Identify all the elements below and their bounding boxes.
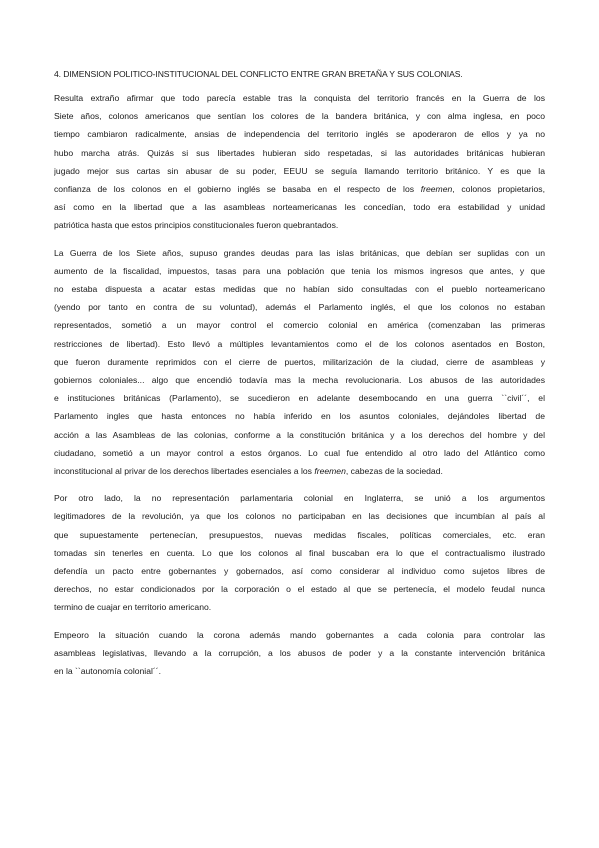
paragraph-line: derechos, no estar condicionados por la corporación o el estado al que se pertenecía, el modelo feudal nunca: [54, 584, 545, 595]
paragraph-line: restricciones de libertad). Esto llevó a múltiples levantamientos como el de los colonos asentados en Boston,: [54, 338, 545, 349]
paragraph-3: [54, 489, 545, 616]
paragraph-line: La Guerra de los Siete años, supuso grandes deudas para las islas británicas, que debían ser suplidas con un: [54, 247, 545, 258]
paragraph-line: legitimadores de la revolución, ya que los colonos no participaban en las decisiones que incumbían al país al: [54, 511, 545, 522]
paragraph-line: hubo marcha atrás. Quizás si sus libertades hubieran sido respetadas, si las autoridades británicas hubieran: [54, 147, 545, 158]
paragraph-line: que fueron duramente reprimidos con el cierre de puertos, militarización de la ciudad, cierre de asambleas y: [54, 356, 545, 367]
paragraph-line: acción a las Asambleas de las colonias, conforme a la constitución británica y a los derechos del hombre y del: [54, 429, 545, 440]
section-heading: 4. DIMENSION POLITICO-INSTITUCIONAL DEL CONFLICTO ENTRE GRAN BRETAÑA Y SUS COLONIAS.: [54, 69, 463, 79]
paragraph-line: en la ``autonomía colonial´´.: [54, 666, 161, 677]
paragraph-4: [54, 626, 545, 681]
paragraph-line: confianza de los colonos en el gobierno inglés se basaba en el respecto de los freemen, colonos propietarios,: [54, 184, 545, 195]
paragraph-line: asambleas legislativas, llevando a la corrupción, a los abusos de poder y a la constante intervención británica: [54, 647, 545, 658]
paragraph-line: que supuestamente pertenecían, presupuestos, nuevas medidas fiscales, políticas comerciales, etc. eran: [54, 529, 545, 540]
paragraph-line: termino de cuajar en territorio americano.: [54, 602, 212, 613]
paragraph-line: defendía un pacto entre gobernantes y gobernados, así como considerar al individuo como sujetos libres de: [54, 566, 545, 577]
paragraph-line: (yendo por tanto en contra de su voluntad), además el Parlamento inglés, el que los colonos no estaban: [54, 302, 545, 313]
paragraph-line: ciudadano, sometió a un mayor control a estos órganos. Lo cual fue entendido al otro lado del Atlántico como: [54, 447, 545, 458]
paragraph-line: no estaba dispuesta a acatar estas medidas que no habían sido consultadas con el pueblo norteamericano: [54, 284, 545, 295]
paragraph-1: [54, 89, 545, 235]
paragraph-line: Parlamento ingles que hasta entonces no había inferido en los asuntos coloniales, dejándoles libertad de: [54, 411, 545, 422]
paragraph-line: tomadas sin tenerles en cuenta. Lo que los colonos al final buscaban era lo que el contractualismo ilustrado: [54, 547, 545, 558]
paragraph-line: Empeoro la situación cuando la corona además mando gobernantes a cada colonia para controlar las: [54, 629, 545, 640]
paragraph-2: [54, 244, 545, 481]
paragraph-line: jugado mejor sus cartas sin abusar de su poder, EEUU se seguía llamando territorio británico. Y es que la: [54, 165, 545, 176]
paragraph-line: inconstitucional al privar de los derechos libertades esenciales a los freemen, cabezas de la sociedad.: [54, 466, 443, 477]
paragraph-line: así como en la libertad que a las asambleas norteamericanas les concedían, todo era estabilidad y unidad: [54, 202, 545, 213]
paragraph-line: patriótica hasta que estos principios constitucionales fueron quebrantados.: [54, 220, 339, 231]
paragraph-line: e instituciones británicas (Parlamento), se sucedieron en adelante desembocando en una guerra ``civil´´, el: [54, 393, 545, 404]
paragraph-line: aumento de la fiscalidad, impuestos, tasas para una población que tenia los mismos ingresos que antes, y que: [54, 265, 545, 276]
paragraph-line: Resulta extraño afirmar que todo parecía estable tras la conquista del territorio francés en la Guerra de los: [54, 93, 545, 103]
paragraph-line: representados, sometió a un mayor control el comercio colonial en américa (comenzaban las primeras: [54, 320, 545, 331]
paragraph-line: Siete años, colonos americanos que sentían los colores de la bandera británica, y con alma inglesa, en poco: [54, 111, 545, 122]
paragraph-line: Por otro lado, la no representación parlamentaria colonial en Inglaterra, se unió a los argumentos: [54, 493, 545, 504]
document-page: [54, 68, 545, 680]
paragraph-line: tiempo cambiaron radicalmente, ansias de independencia del territorio inglés se apoderaron de ellos y ya no: [54, 129, 545, 140]
paragraph-line: gobiernos coloniales... algo que encendió todavía mas la mecha revolucionaria. Los abusos de las autoridades: [54, 375, 545, 386]
